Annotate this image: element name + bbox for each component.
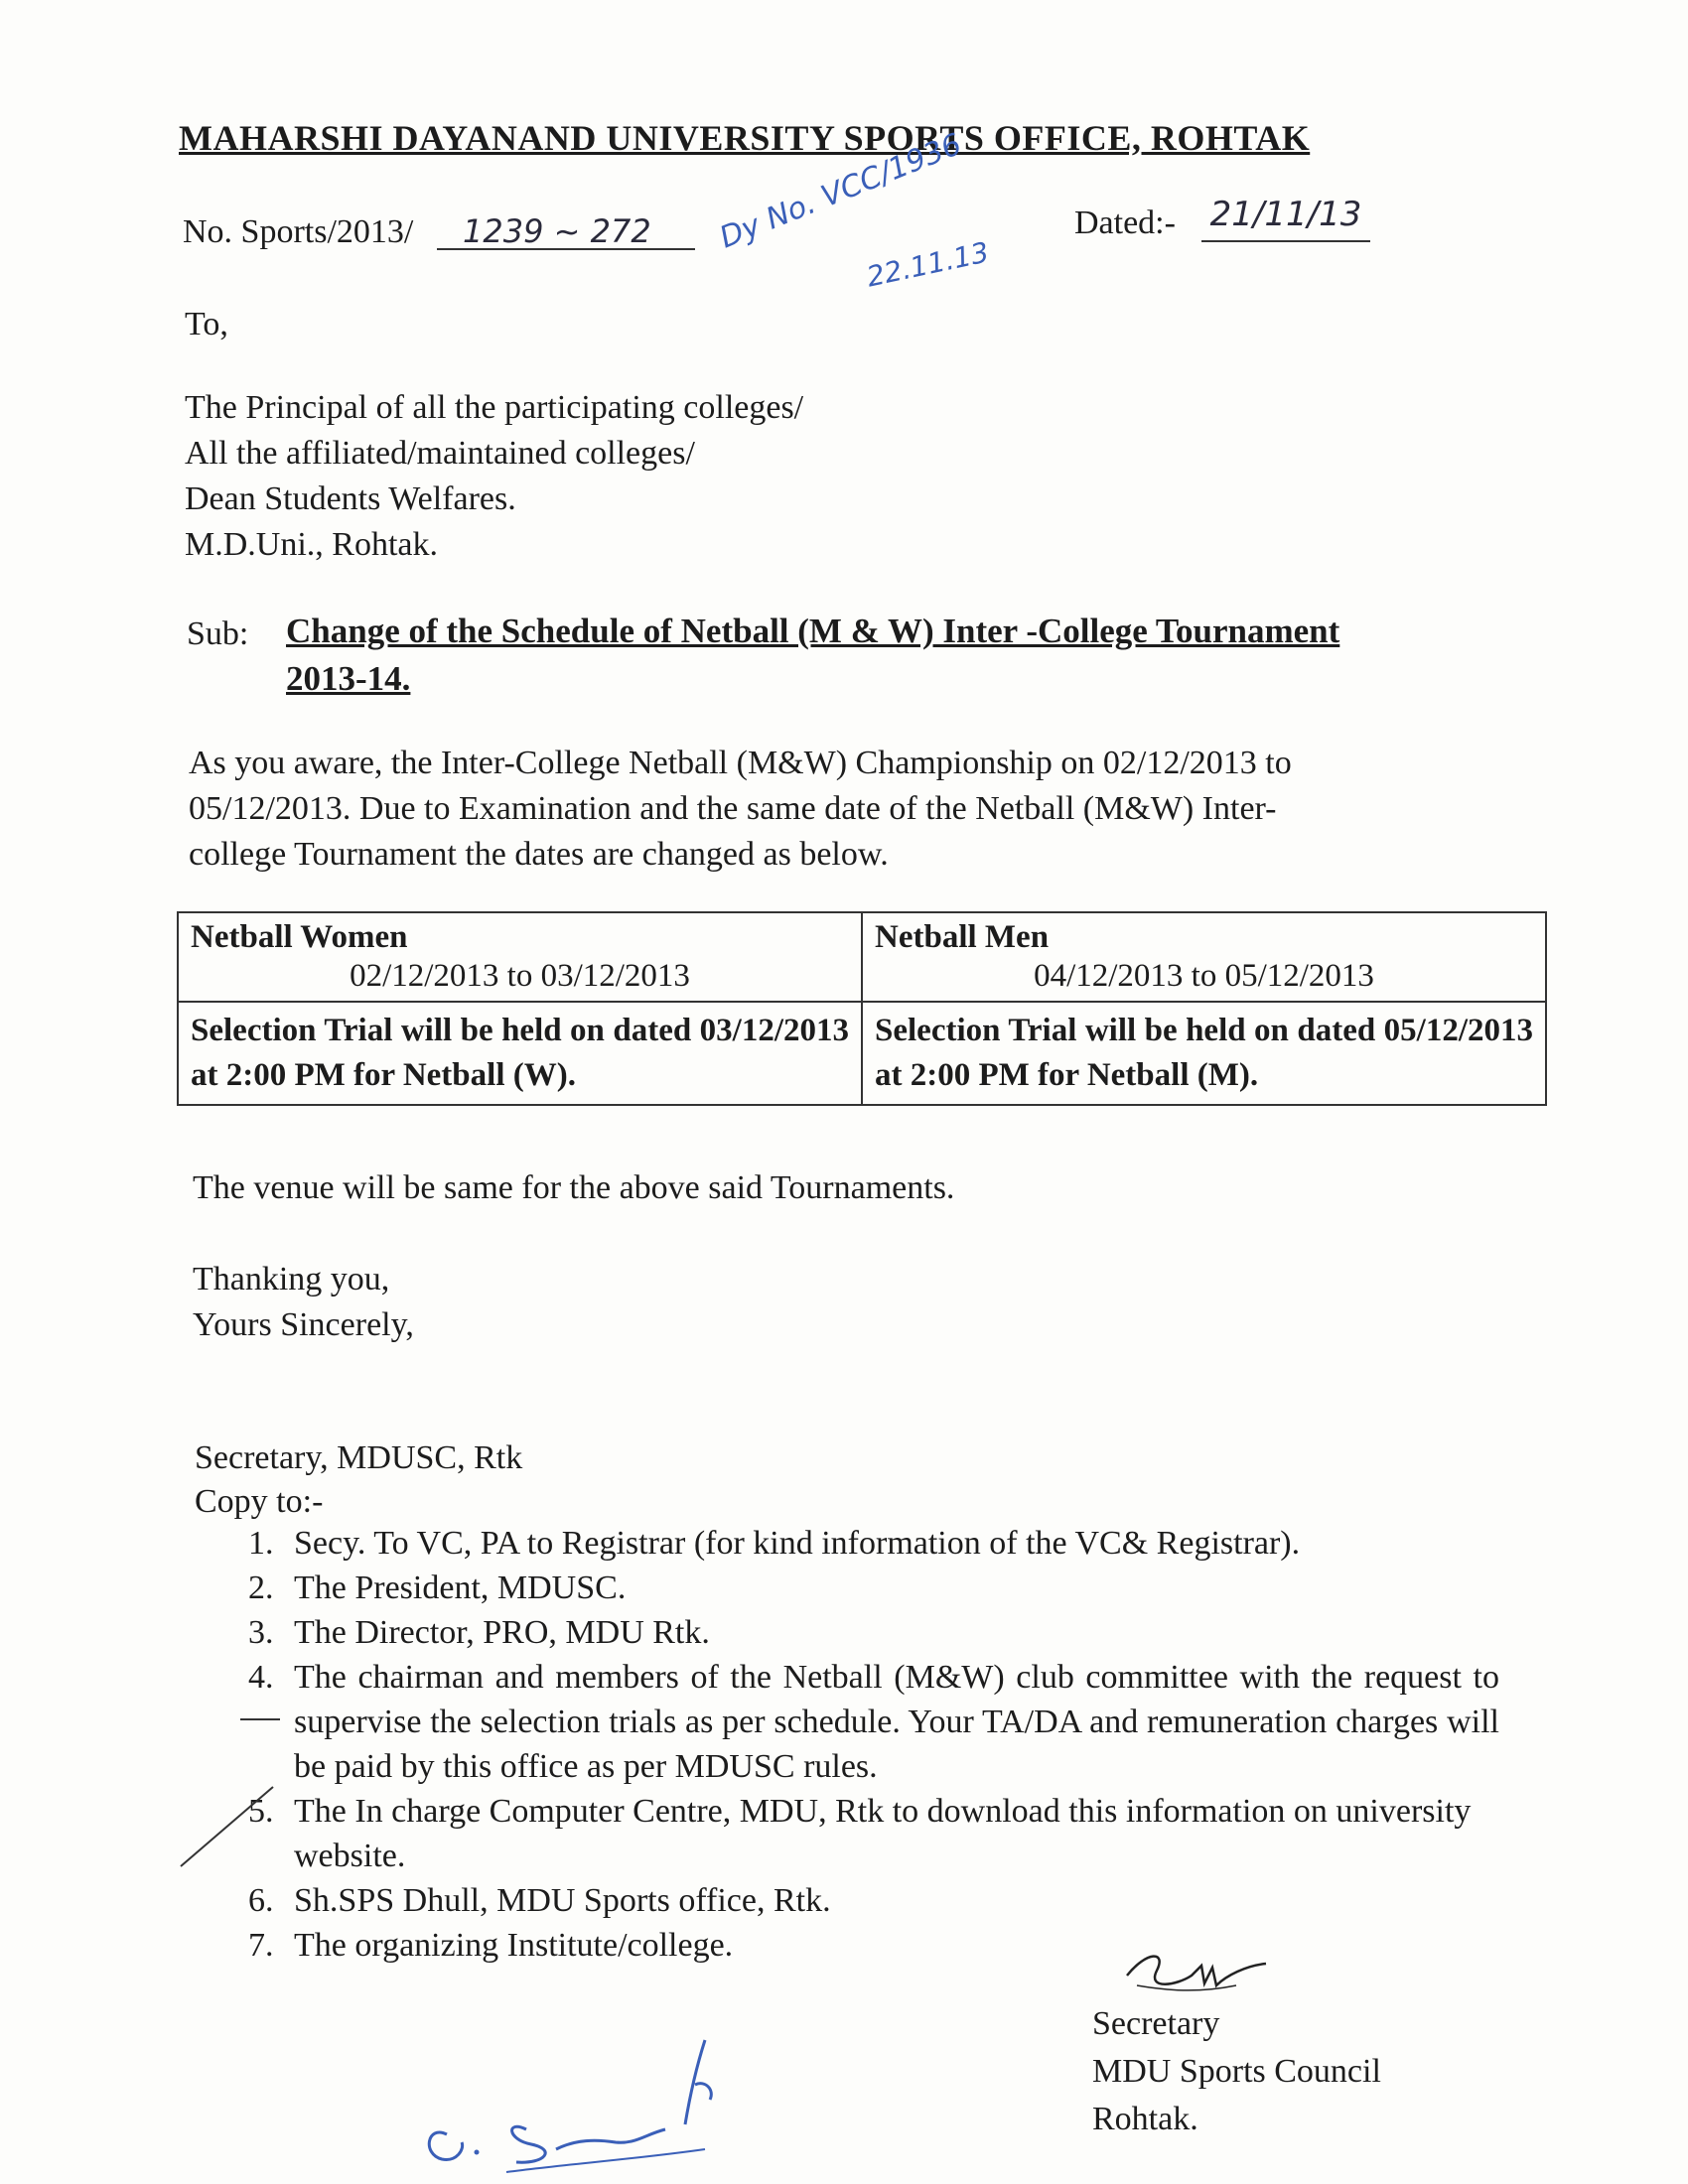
subject-line-1: Change of the Schedule of Netball (M & W) Inter -College Tournament [286, 612, 1340, 650]
list-item: 2. The President, MDUSC. [248, 1570, 627, 1606]
women-dates: 02/12/2013 to 03/12/2013 [350, 958, 690, 994]
page-title: MAHARSHI DAYANAND UNIVERSITY SPORTS OFFICE, ROHTAK [179, 118, 1311, 158]
ref-number: 1239 ~ 272 [437, 212, 695, 250]
list-item: 3. The Director, PRO, MDU Rtk. [248, 1614, 710, 1651]
men-cell [862, 912, 1546, 1002]
addressee-line: M.D.Uni., Rohtak. [185, 526, 438, 563]
subject-line-2: 2013-14. [286, 659, 411, 698]
women-cell [178, 912, 862, 1002]
list-item: 7. The organizing Institute/college. [248, 1927, 734, 1964]
women-title: Netball Women [191, 919, 408, 955]
to-label: To, [185, 306, 228, 342]
pen-mark-icon [169, 1707, 288, 1876]
signature-line: Secretary [1092, 2005, 1220, 2042]
list-item: 4. The chairman and members of the Netball (M&W) club committee with the request to supervise the selection trials as per schedule. Your TA/DA and remuneration charges will be paid by this office as per MDUSC rules. [248, 1659, 1499, 1785]
women-trial: Selection Trial will be held on dated 03/12/2013 at 2:00 PM for Netball (W). [191, 1013, 849, 1093]
dated-label: Dated:- [1074, 205, 1176, 241]
venue-note: The venue will be same for the above said Tournaments. [193, 1169, 955, 1206]
diary-note: Dy No. VCC/1936 [715, 126, 967, 256]
signature-line: Rohtak. [1092, 2101, 1198, 2137]
table-row [178, 912, 1546, 1002]
addressee-line: All the affiliated/maintained colleges/ [185, 435, 695, 472]
men-title: Netball Men [875, 919, 1050, 955]
copy-to-label: Copy to:- [195, 1483, 324, 1520]
list-item: 1. Secy. To VC, PA to Registrar (for kind information of the VC& Registrar). [248, 1525, 1301, 1562]
list-item: 6. Sh.SPS Dhull, MDU Sports office, Rtk. [248, 1882, 831, 1919]
signature-line: MDU Sports Council [1092, 2053, 1381, 2090]
copy-to-list [248, 1521, 1499, 1968]
body-line: 05/12/2013. Due to Examination and the same date of the Netball (M&W) Inter- [189, 790, 1277, 827]
subject-label: Sub: [187, 615, 249, 652]
schedule-table [177, 911, 1547, 1106]
body-line: college Tournament the dates are changed as below. [189, 836, 889, 873]
blue-initials-icon [407, 2025, 745, 2174]
sincerely: Yours Sincerely, [193, 1306, 414, 1343]
signature-icon [1117, 1946, 1276, 2005]
table-row [178, 1002, 1546, 1105]
men-dates: 04/12/2013 to 05/12/2013 [1034, 958, 1374, 994]
dated-value: 21/11/13 [1201, 195, 1370, 242]
addressee-line: Dean Students Welfares. [185, 480, 516, 517]
men-trial-cell [862, 1002, 1546, 1105]
sender: Secretary, MDUSC, Rtk [195, 1439, 523, 1476]
addressee-line: The Principal of all the participating colleges/ [185, 389, 804, 426]
diary-date: 22.11.13 [863, 235, 992, 294]
body-line: As you aware, the Inter-College Netball (M&W) Championship on 02/12/2013 to [189, 745, 1292, 781]
thanks: Thanking you, [193, 1261, 390, 1297]
list-item: 5. The In charge Computer Centre, MDU, Rtk to download this information on university website. [248, 1793, 1472, 1874]
men-trial: Selection Trial will be held on dated 05/12/2013 at 2:00 PM for Netball (M). [875, 1013, 1533, 1093]
ref-label: No. Sports/2013/ [183, 213, 414, 250]
women-trial-cell [178, 1002, 862, 1105]
